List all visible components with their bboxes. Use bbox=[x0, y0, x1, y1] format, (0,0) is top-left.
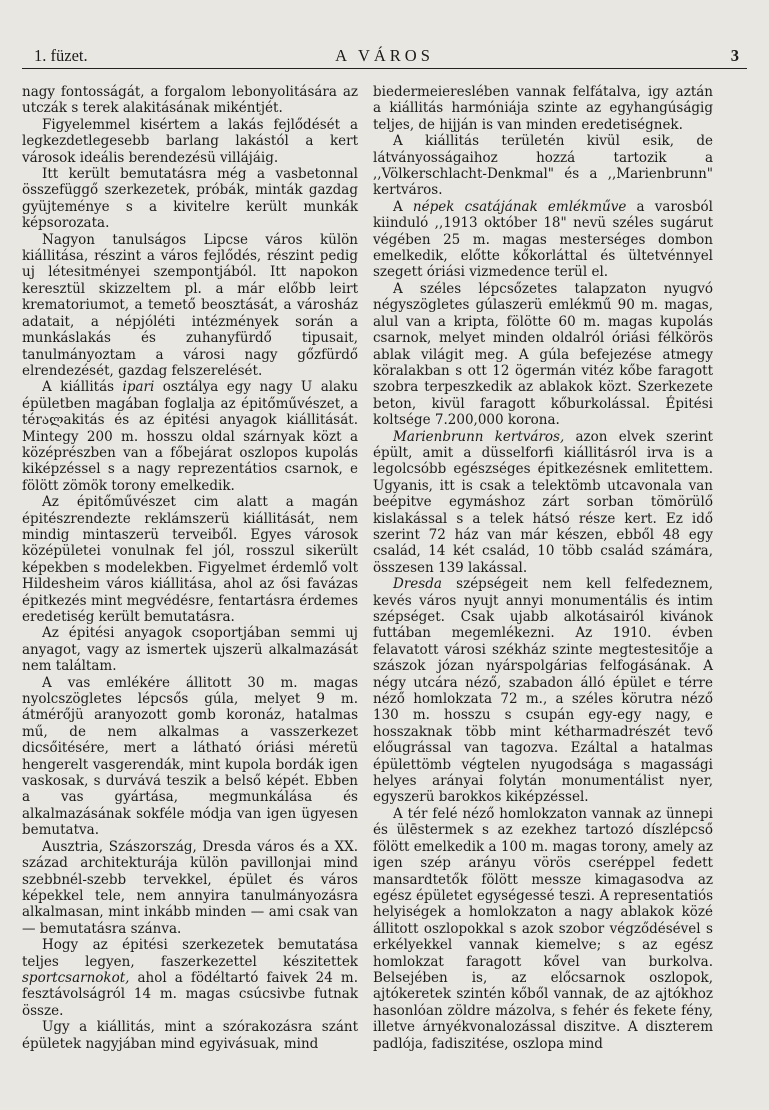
paragraph-text: A bbox=[393, 198, 413, 215]
paragraph: Itt került bemutatásra még a vasbetonnal összefüggő szerkezetek, próbák, minták gazdag gyüjteménye s a kivitelre került munkák képsorozata. bbox=[22, 166, 358, 232]
emphasized-term: sportcsarnokot, bbox=[22, 969, 130, 986]
paragraph: Nagyon tanulságos Lipcse város külön kiállitása, részint a város fejlődés, részint pedig uj létesitményei szempontjából. Itt napokon keresztül skizzeltem pl. a már előbb leirt krematoriumot, a temető beosztását, a városház adatait, a népjóléti intézmények során a munkáslakás és zuhanyfürdő tipusait, tanulmányoztam a városi nagy gőzfürdő elrendezését, gazdag felszerelését. bbox=[22, 231, 358, 379]
paragraph: Az épitési anyagok csoportjában semmi uj anyagot, vagy az ismertek ujszerü alkalmazását nem találtam. bbox=[22, 625, 358, 675]
paragraph: Az épitőművészet cim alatt a magán épitészrendezte reklámszerü kiállitását, nem mindig mintaszerü terveiből. Egyes városok középületei vonulnak fel jól, rosszul sikerült képekben s modelekben. Figyelmet érdemlő volt Hildesheim város kiállitása, ahol az ősi favázas épitkezés mint megvédésre, fentartásra érdemes eredetiség került bemutatásra. bbox=[22, 494, 358, 625]
paragraph bbox=[22, 379, 358, 494]
paragraph bbox=[22, 937, 358, 1019]
paragraph: Ugy a kiállitás, mint a szórakozásra szánt épületek nagyjában mind egyivásuak, mind bbox=[22, 1019, 358, 1052]
paragraph: A kiállitás területén kivül esik, de látványosságaihoz hozzá tartozik a ,,Völkerschlacht-Denkmal" és a ,,Marienbrunn" kertváros. bbox=[373, 133, 713, 199]
paragraph: A tér felé néző homlokzaton vannak az ünnepi és ülēstermek s az ezekhez tartozó díszlépcső fölött emelkedik a 100 m. magas torony, amely az igen szép arányu vörös cseréppel fedett mansardtetők fölött messze kimagasodva az egész épületet egységessé teszi. A representatiós helyiségek a homlokzaton a nagy ablakok közé állitott oszlopokkal s azok szobor végződésével s erkélyekkel vannak kiemelve; s az egész homlokzat faragott kővel van burkolva. Belsejében is, az előcsarnok oszlopok, ajtókeretek szintén kőből vannak, de az ajtókhoz hasonlóan zöldre mázolva, s fehér és fekete fény, illetve árnyékvonalozással diszitve. A diszterem padlója, fadiszitése, oszlopa mind bbox=[373, 805, 713, 1052]
right-column bbox=[373, 84, 713, 1052]
paragraph: A széles lépcsőzetes talapzaton nyugvó négyszögletes gúlaszerü emlékmű 90 m. magas, alul van a kripta, fölötte 60 m. magas kupolás csarnok, melyet minden oldalról óriási félkörös ablak világit meg. A gúla befejezése atmegy köralakban s ott 12 ögermán vitéz kőbe faragott szobra terpeszkedik az ablakok közt. Szerkezete beton, kivül faragott kőburkolással. Épitési koltsége 7.200,000 korona. bbox=[373, 280, 713, 429]
emphasized-term: Marienbrunn kertváros, bbox=[393, 428, 565, 445]
paragraph-text: azon elvek szerint épült, amit a düsselforfi kiállitásról irva is a legolcsóbb egészséges épitkezésnek emlitettem. Ugyanis, itt is csak a telektömb utcavonala van beépitve egymáshoz zárt sorban tömörülő kislakással s a telek hátsó része kert. Ez idő szerint 72 ház van már készen, ebből 48 egy család, 14 két család, 10 több család számára, összesen 139 lakással. bbox=[373, 428, 713, 576]
paragraph-text: ahol a födéltartó faivek 24 m. fesztávolságról 14 m. magas csúcsivbe futnak össze. bbox=[22, 969, 358, 1019]
paragraph: Figyelemmel kisértem a lakás fejlődését a legkezdetlegesebb barlang lakástól a kert városok ideális berendezésü villájáig. bbox=[22, 116, 358, 166]
paragraph bbox=[373, 429, 713, 577]
journal-title: A VÁROS bbox=[335, 46, 434, 65]
paragraph-text: osztálya egy nagy U alaku épületben magában foglalja az épitőművészet, a térალakitás és az épitési anyagok kiállitását. Mintegy 200 m. hosszu oldal szárnyak közt a középrészben van a főbejárat oszlopos kupolás kiképzéssel s a nagy reprezentátios csarnok, e fölött zömök torony emelkedik. bbox=[22, 379, 359, 494]
paragraph-text: A kiállitás bbox=[42, 379, 123, 396]
left-column bbox=[22, 84, 358, 1052]
paragraph-text: szépségeit nem kell felfedeznem, kevés város nyujt annyi monumentális és intim szépséget. Csak ujabb alkotásairól kivánok futtában megemlékezni. Az 1910. évben felavatott városi székház szinte megtestesitője a szászok józan nyárspolgárias felfogásának. A négy utcára néző, szabadon álló épület e térre néző homlokzata 72 m., a széles körutra néző 130 m. hosszu s csupán egy-egy nagy, e hosszaknak több mint kétharmadrészét tevő előugrással van tagozva. Ezáltal a hatalmas épülettömb végtelen nyugodsága s magassági helyes arányai folytán monumentálist nyer, egyszerü barokkos kiképzéssel. bbox=[373, 576, 713, 806]
paragraph bbox=[373, 199, 713, 281]
page-number: 3 bbox=[730, 46, 739, 65]
paragraph bbox=[373, 576, 713, 806]
emphasized-term: Dresda bbox=[393, 576, 442, 593]
paragraph: nagy fontosságát, a forgalom lebonyolitására az utczák s terek alakitásának mikéntjét. bbox=[22, 84, 358, 117]
paragraph-text: a varosból kiinduló ,,1913 október 18" nevü széles sugárut végében 25 m. magas mesterséges dombon emelkedik, előtte kőkorláttal és ültetvénnyel szegett óriási vizmedence terül el. bbox=[373, 198, 713, 281]
paragraph-text: Hogy az épitési szerkezetek bemutatása teljes legyen, faszerkezettel készitettek bbox=[22, 937, 358, 970]
paragraph: A vas emlékére állitott 30 m. magas nyolcszögletes lépcsős gúla, melyet 9 m. átmérőjü aranyozott gomb koronáz, hatalmas mű, de nem alkalmas a vasszerkezet dicsőitésére, mert a látható óriási méretü hengerelt vasgerendák, mint kupola bordák igen vaskosak, s durvává teszik a belső képét. Ebben a vas gyártása, megmunkálása és alkalmazásának sokféle módja van igen ügyesen bemutatva. bbox=[22, 674, 358, 839]
issue-label: 1. füzet. bbox=[34, 46, 88, 65]
page-header bbox=[22, 42, 747, 69]
emphasized-term: népek csatájának emlékműve bbox=[412, 198, 627, 215]
paragraph: biedermeiereslében vannak felfátalva, igy aztán a kiállitás harmóniája szinte az egyhangúságig teljes, de hijján is van minden eredetiségnek. bbox=[373, 84, 713, 133]
paragraph: Ausztria, Szászország, Dresda város és a XX. század architekturája külön pavillonjai mind szebbnél-szebb tervekkel, épület és város képekkel tele, nem annyira tanulmányozásra alkalmasan, mint inkább minden — ami csak van — bemutatásra szánva. bbox=[22, 838, 358, 937]
emphasized-term: ipari bbox=[122, 379, 155, 396]
